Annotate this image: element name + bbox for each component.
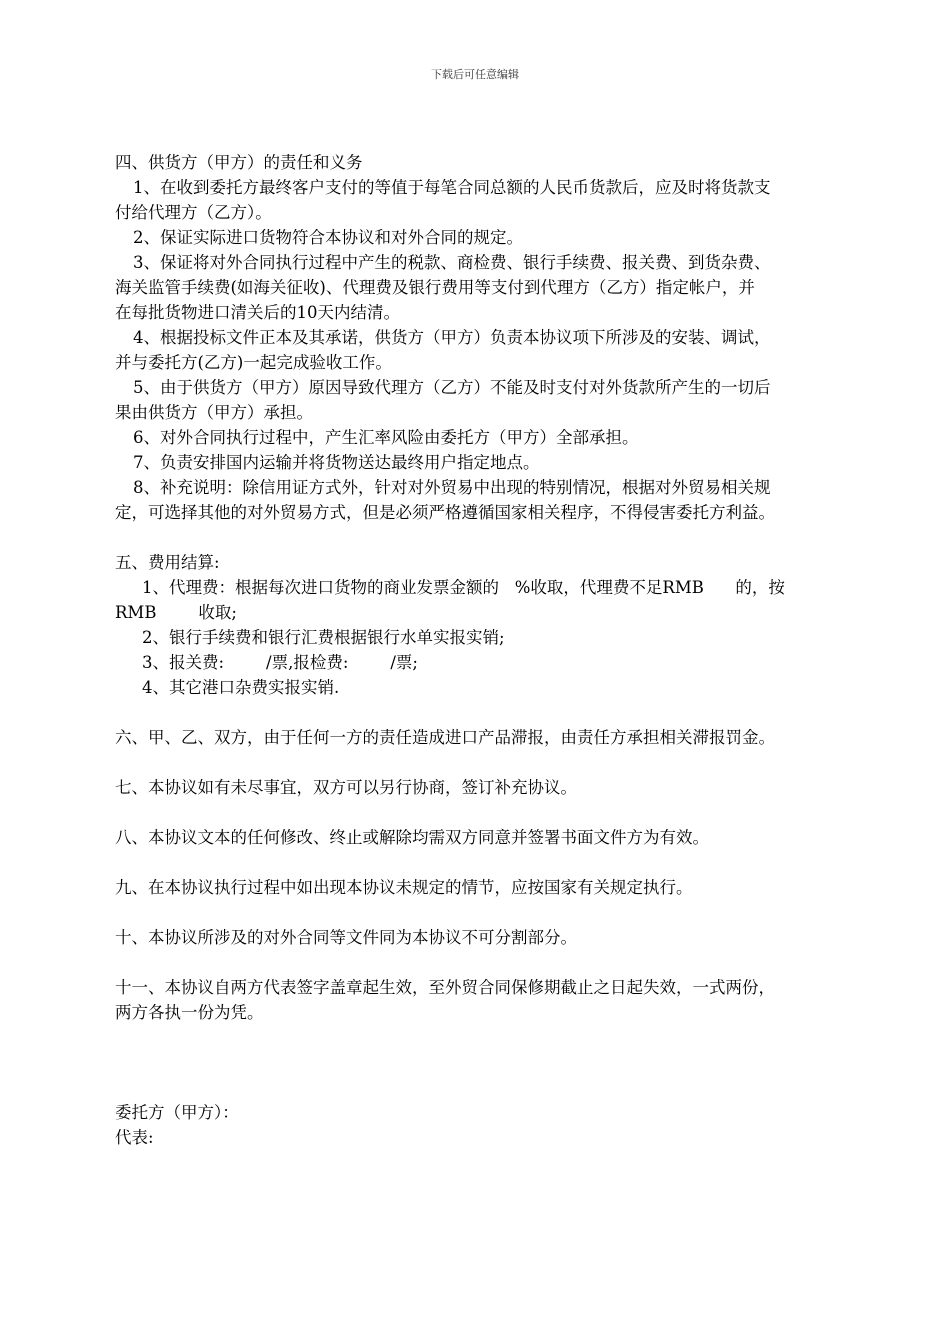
clause-8: 八、本协议文本的任何修改、终止或解除均需双方同意并签署书面文件方为有效。 <box>115 828 709 847</box>
item-4-line-2: 并与委托方(乙方)一起完成验收工作。 <box>115 353 392 372</box>
fee-item-1-line-1: 1、代理费：根据每次进口货物的商业发票金额的 %收取，代理费不足RMB 的，按 <box>142 578 785 597</box>
clause-11-line-2: 两方各执一份为凭。 <box>115 1003 264 1022</box>
item-6-line-1: 6、对外合同执行过程中，产生汇率风险由委托方（甲方）全部承担。 <box>133 428 639 447</box>
item-3-line-1: 3、保证将对外合同执行过程中产生的税款、商检费、银行手续费、报关费、到货杂费、 <box>133 253 771 272</box>
signature-representative: 代表: <box>115 1128 154 1147</box>
clause-10: 十、本协议所涉及的对外合同等文件同为本协议不可分割部分。 <box>115 928 577 947</box>
page-header-note: 下载后可任意编辑 <box>431 68 519 81</box>
signature-party: 委托方（甲方）： <box>115 1103 239 1122</box>
item-8-line-1: 8、补充说明：除信用证方式外，针对对外贸易中出现的特别情况，根据对外贸易相关规 <box>133 478 771 497</box>
item-1-line-1: 1、在收到委托方最终客户支付的等值于每笔合同总额的人民币货款后，应及时将货款支 <box>133 178 771 197</box>
item-1-line-2: 付给代理方（乙方）。 <box>115 203 272 222</box>
item-3-line-3: 在每批货物进口清关后的10天内结清。 <box>115 303 400 322</box>
item-7-line-1: 7、负责安排国内运输并将货物送达最终用户指定地点。 <box>133 453 540 472</box>
item-5-line-1: 5、由于供货方（甲方）原因导致代理方（乙方）不能及时支付对外货款所产生的一切后 <box>133 378 771 397</box>
document-body <box>115 150 880 1150</box>
clause-11 <box>115 975 880 1025</box>
section-4-item-8 <box>115 475 880 525</box>
item-3-line-2: 海关监管手续费(如海关征收)、代理费及银行费用等支付到代理方（乙方）指定帐户，并 <box>115 278 755 297</box>
item-4-line-1: 4、根据投标文件正本及其承诺，供货方（甲方）负责本协议项下所涉及的安装、调试， <box>133 328 771 347</box>
section-4-item-5 <box>115 375 880 425</box>
section-4-item-2 <box>115 225 880 250</box>
clause-11-line-1: 十一、本协议自两方代表签字盖章起生效，至外贸合同保修期截止之日起失效，一式两份， <box>115 978 775 997</box>
fee-item-1-line-2: RMB 收取; <box>115 603 237 622</box>
item-5-line-2: 果由供货方（甲方）承担。 <box>115 403 313 422</box>
fee-item-2: 2、银行手续费和银行汇费根据银行水单实报实销; <box>142 628 505 647</box>
section-4-title: 四、供货方（甲方）的责任和义务 <box>115 153 363 172</box>
item-8-line-2: 定，可选择其他的对外贸易方式，但是必须严格遵循国家相关程序，不得侵害委托方利益。 <box>115 503 775 522</box>
clause-7: 七、本协议如有未尽事宜，双方可以另行协商，签订补充协议。 <box>115 778 577 797</box>
section-4-item-6 <box>115 425 880 450</box>
clause-9: 九、在本协议执行过程中如出现本协议未规定的情节，应按国家有关规定执行。 <box>115 878 693 897</box>
section-4-item-4 <box>115 325 880 375</box>
section-5-title: 五、费用结算: <box>115 553 220 572</box>
section-4-item-3 <box>115 250 880 325</box>
fee-item-4: 4、其它港口杂费实报实销. <box>142 678 340 697</box>
section-4-item-7 <box>115 450 880 475</box>
fee-item-3: 3、报关费: /票,报检费: /票; <box>142 653 418 672</box>
item-2-line-1: 2、保证实际进口货物符合本协议和对外合同的规定。 <box>133 228 523 247</box>
clause-6: 六、甲、乙、双方，由于任何一方的责任造成进口产品滞报，由责任方承担相关滞报罚金。 <box>115 728 775 747</box>
section-4-item-1 <box>115 175 880 225</box>
